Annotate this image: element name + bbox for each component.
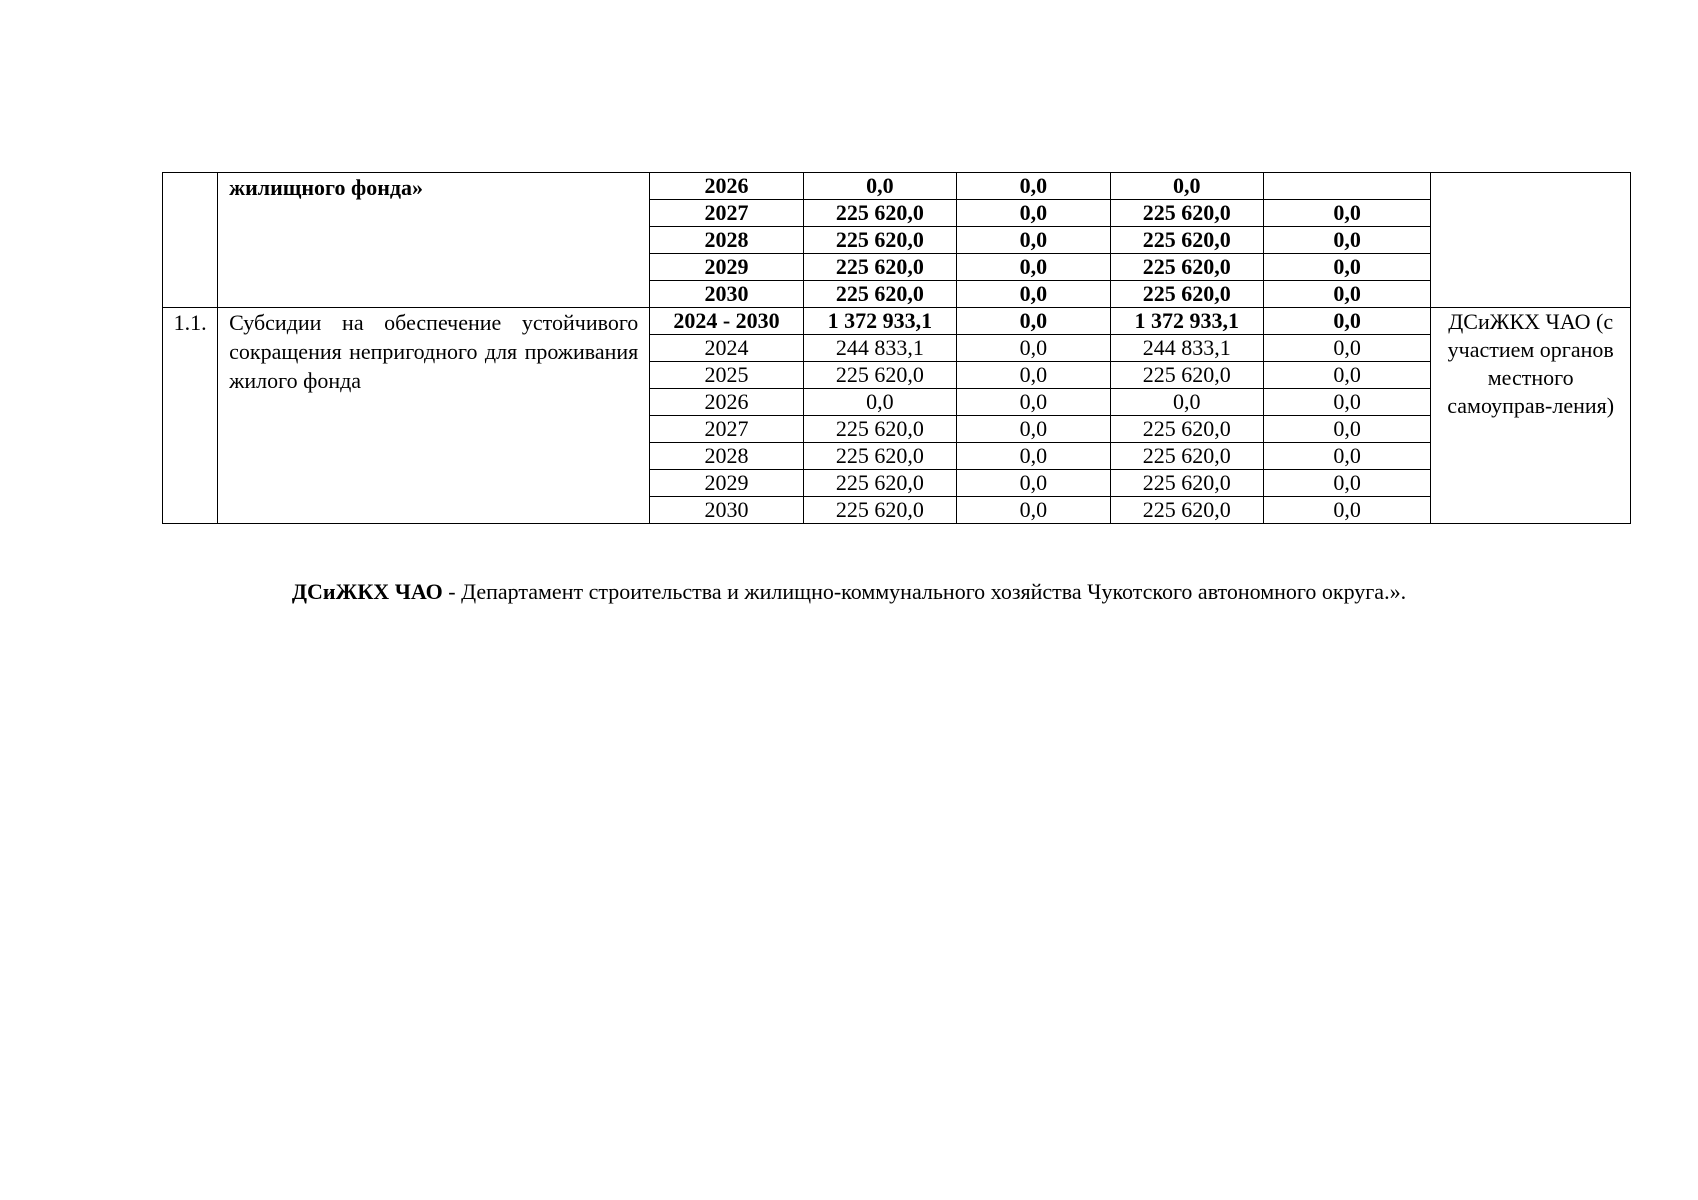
footnote-definition: - Департамент строительства и жилищно-коммунального хозяйства Чукотского автономного округа.». xyxy=(442,579,1407,604)
total-cell: 225 620,0 xyxy=(803,281,956,308)
year-cell: 2029 xyxy=(650,254,803,281)
row-name-cell: Субсидии на обеспечение устойчивого сокращения непригодного для проживания жилого фонда xyxy=(218,308,650,524)
federal-cell: 0,0 xyxy=(957,254,1110,281)
regional-cell: 225 620,0 xyxy=(1110,497,1263,524)
federal-cell: 0,0 xyxy=(957,227,1110,254)
total-cell: 225 620,0 xyxy=(803,470,956,497)
row-index-cell: 1.1. xyxy=(163,308,218,524)
year-cell: 2024 - 2030 xyxy=(650,308,803,335)
federal-cell: 0,0 xyxy=(957,173,1110,200)
local-cell: 0,0 xyxy=(1263,254,1430,281)
total-cell: 225 620,0 xyxy=(803,443,956,470)
total-cell: 0,0 xyxy=(803,389,956,416)
regional-cell: 225 620,0 xyxy=(1110,470,1263,497)
total-cell: 0,0 xyxy=(803,173,956,200)
total-cell: 225 620,0 xyxy=(803,254,956,281)
federal-cell: 0,0 xyxy=(957,281,1110,308)
total-cell: 225 620,0 xyxy=(803,497,956,524)
federal-cell: 0,0 xyxy=(957,497,1110,524)
year-cell: 2028 xyxy=(650,227,803,254)
local-cell: 0,0 xyxy=(1263,308,1430,335)
executor-cell: ДСиЖКХ ЧАО (с участием органов местного самоуправ-ления) xyxy=(1431,308,1631,524)
federal-cell: 0,0 xyxy=(957,389,1110,416)
total-cell: 244 833,1 xyxy=(803,335,956,362)
regional-cell: 225 620,0 xyxy=(1110,416,1263,443)
total-cell: 225 620,0 xyxy=(803,227,956,254)
row-name-cell: жилищного фонда» xyxy=(218,173,650,308)
local-cell: 0,0 xyxy=(1263,200,1430,227)
local-cell: 0,0 xyxy=(1263,227,1430,254)
table-row xyxy=(163,308,1631,335)
year-cell: 2030 xyxy=(650,281,803,308)
year-cell: 2029 xyxy=(650,470,803,497)
federal-cell: 0,0 xyxy=(957,200,1110,227)
regional-cell: 0,0 xyxy=(1110,389,1263,416)
regional-cell: 1 372 933,1 xyxy=(1110,308,1263,335)
year-cell: 2025 xyxy=(650,362,803,389)
regional-cell: 225 620,0 xyxy=(1110,362,1263,389)
total-cell: 1 372 933,1 xyxy=(803,308,956,335)
local-cell: 0,0 xyxy=(1263,281,1430,308)
local-cell xyxy=(1263,173,1430,200)
federal-cell: 0,0 xyxy=(957,308,1110,335)
regional-cell: 225 620,0 xyxy=(1110,443,1263,470)
federal-cell: 0,0 xyxy=(957,443,1110,470)
budget-table xyxy=(162,172,1631,524)
executor-cell xyxy=(1431,173,1631,308)
total-cell: 225 620,0 xyxy=(803,200,956,227)
regional-cell: 0,0 xyxy=(1110,173,1263,200)
row-index-cell xyxy=(163,173,218,308)
year-cell: 2028 xyxy=(650,443,803,470)
regional-cell: 225 620,0 xyxy=(1110,227,1263,254)
regional-cell: 225 620,0 xyxy=(1110,200,1263,227)
local-cell: 0,0 xyxy=(1263,443,1430,470)
year-cell: 2027 xyxy=(650,200,803,227)
regional-cell: 225 620,0 xyxy=(1110,281,1263,308)
local-cell: 0,0 xyxy=(1263,362,1430,389)
year-cell: 2024 xyxy=(650,335,803,362)
footnote-abbreviation: ДСиЖКХ ЧАО xyxy=(291,579,443,604)
total-cell: 225 620,0 xyxy=(803,362,956,389)
local-cell: 0,0 xyxy=(1263,470,1430,497)
federal-cell: 0,0 xyxy=(957,335,1110,362)
total-cell: 225 620,0 xyxy=(803,416,956,443)
year-cell: 2030 xyxy=(650,497,803,524)
year-cell: 2026 xyxy=(650,173,803,200)
federal-cell: 0,0 xyxy=(957,416,1110,443)
local-cell: 0,0 xyxy=(1263,497,1430,524)
table-row xyxy=(163,173,1631,200)
local-cell: 0,0 xyxy=(1263,416,1430,443)
year-cell: 2026 xyxy=(650,389,803,416)
regional-cell: 244 833,1 xyxy=(1110,335,1263,362)
federal-cell: 0,0 xyxy=(957,470,1110,497)
footnote xyxy=(0,578,1698,606)
local-cell: 0,0 xyxy=(1263,389,1430,416)
federal-cell: 0,0 xyxy=(957,362,1110,389)
local-cell: 0,0 xyxy=(1263,335,1430,362)
year-cell: 2027 xyxy=(650,416,803,443)
regional-cell: 225 620,0 xyxy=(1110,254,1263,281)
